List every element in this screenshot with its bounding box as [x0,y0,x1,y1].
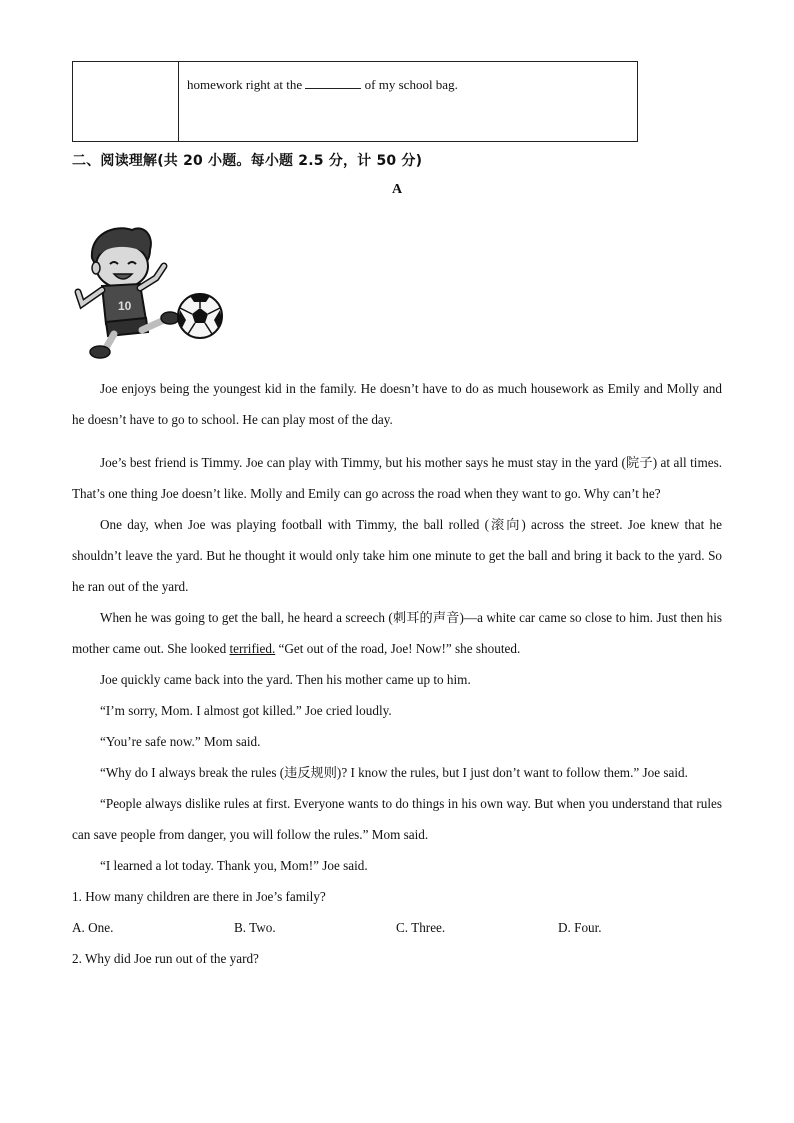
section-heading: 二、阅读理解(共 20 小题。每小题 2.5 分，计 50 分) [72,153,423,169]
paragraph: Joe quickly came back into the yard. Then his mother came up to him. [100,672,471,687]
paragraph: “You’re safe now.” Mom said. [100,734,261,749]
paragraph [72,602,722,664]
question-1-options [72,912,722,943]
option-a[interactable]: A. One. [72,920,114,935]
passage-label: A [391,182,403,197]
paragraph: One day, when Joe was playing football with Timmy, the ball rolled (滚向) across the street. Joe knew that he shouldn’t leave the yard. But he thought it would only take him one minute to get the ball and bring it back to the yard. So he ran out of the yard. [72,517,722,594]
question-1: 1. How many children are there in Joe’s family? [72,889,326,904]
paragraph: Joe’s best friend is Timmy. Joe can play with Timmy, but his mother says he must stay in the yard (院子) at all times. That’s one thing Joe doesn’t like. Molly and Emily can go across the road when they want to go. Why can’t he? [72,455,722,501]
boy-kicking-football-illustration [72,220,228,360]
question-2: 2. Why did Joe run out of the yard? [72,951,259,966]
reading-passage [72,373,722,974]
boy-figure [78,228,179,358]
paragraph-text: “Get out of the road, Joe! Now!” she shouted. [275,641,521,656]
paragraph: Joe enjoys being the youngest kid in the family. He doesn’t have to do as much housework as Emily and Molly and he doesn’t have to go to school. He can play most of the day. [72,381,722,427]
option-b[interactable]: B. Two. [234,920,276,935]
table-right-cell [179,62,637,141]
paragraph: “People always dislike rules at first. Everyone wants to do things in his own way. But when you understand that rules can save people from danger, you will follow the rules.” Mom said. [72,796,722,842]
table-text-after: of my school bag. [361,77,458,92]
paragraph: “Why do I always break the rules (违反规则)? I know the rules, but I just don’t want to follow them.” Joe said. [100,765,688,780]
jersey-number: 10 [118,299,132,313]
paragraph: “I’m sorry, Mom. I almost got killed.” Joe cried loudly. [100,703,392,718]
fill-in-blank[interactable] [305,87,361,89]
option-c[interactable]: C. Three. [396,920,446,935]
answer-table [72,61,638,142]
table-left-cell [73,62,179,141]
football-icon [178,294,222,338]
paragraph-text: When he was going to get the ball, he heard a screech (刺耳的声音)—a white car came so close to him. Just then his mother came out. She looked [72,610,722,656]
option-d[interactable]: D. Four. [558,920,602,935]
paragraph: “I learned a lot today. Thank you, Mom!” Joe said. [100,858,368,873]
table-text-before: homework right at the [187,77,306,92]
underlined-word: terrified. [229,641,276,656]
